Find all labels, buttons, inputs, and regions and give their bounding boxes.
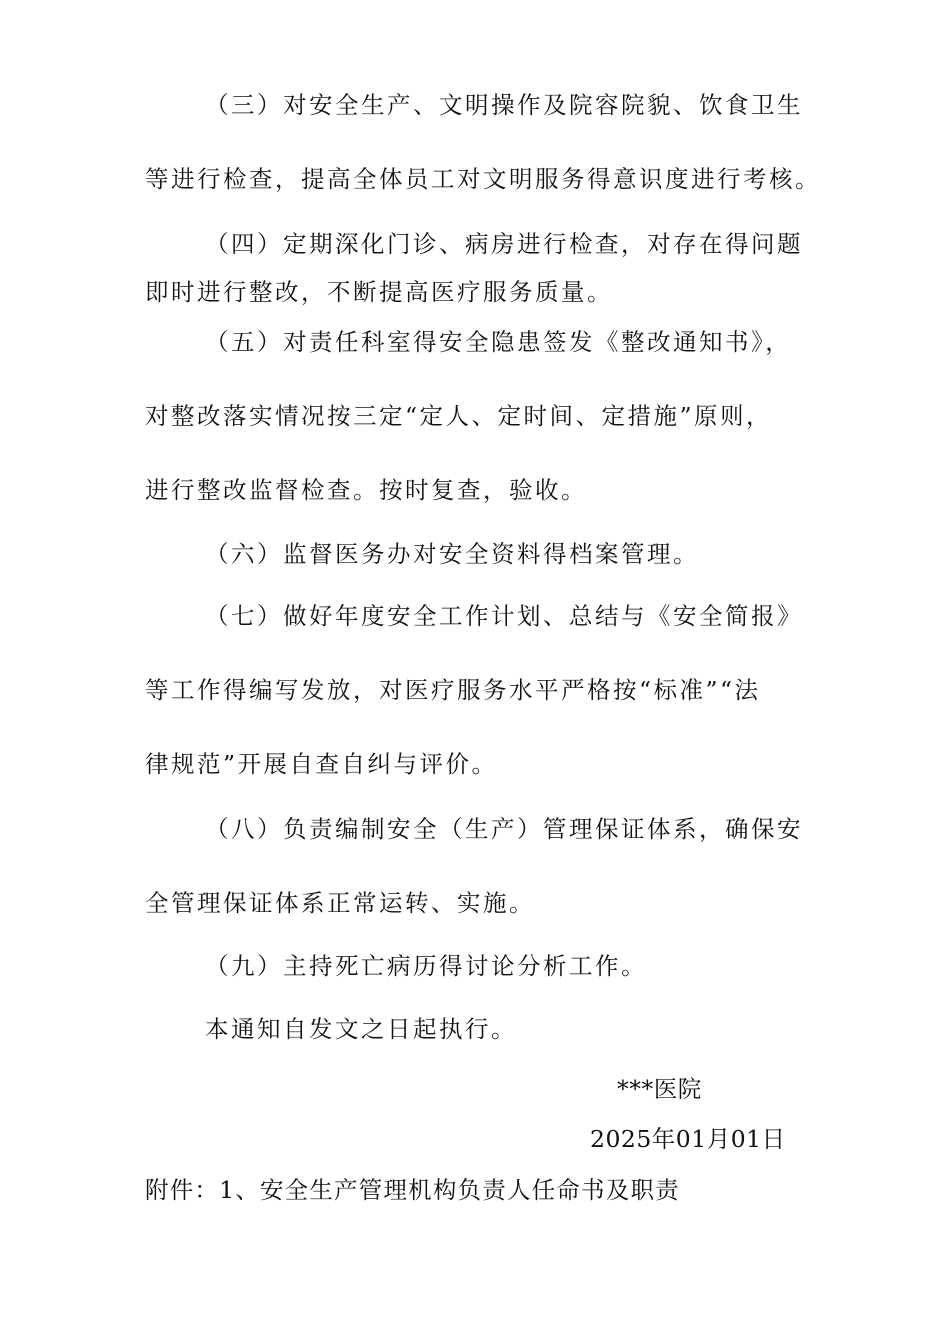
paragraph-4-line-2: 即时进行整改，不断提高医疗服务质量。: [145, 278, 613, 306]
notice-effective: 本通知自发文之日起执行。: [205, 1015, 517, 1043]
paragraph-3-line-1: （三）对安全生产、文明操作及院容院貌、饮食卫生: [205, 91, 803, 119]
paragraph-7-line-2: 等工作得编写发放，对医疗服务水平严格按“标准”“法: [145, 676, 761, 704]
paragraph-7-line-3: 律规范”开展自查自纠与评价。: [145, 750, 498, 778]
paragraph-5-line-1: （五）对责任科室得安全隐患签发《整改通知书》，: [205, 328, 792, 356]
paragraph-8-line-2: 全管理保证体系正常运转、实施。: [145, 889, 535, 917]
paragraph-7-line-1: （七）做好年度安全工作计划、总结与《安全简报》: [205, 602, 803, 630]
paragraph-9-line-1: （九）主持死亡病历得讨论分析工作。: [205, 952, 647, 980]
paragraph-8-line-1: （八）负责编制安全（生产）管理保证体系，确保安: [205, 815, 803, 843]
paragraph-6-line-1: （六）监督医务办对安全资料得档案管理。: [205, 540, 699, 568]
signature-org: ***医院: [617, 1075, 702, 1103]
paragraph-4-line-1: （四）定期深化门诊、病房进行检查，对存在得问题: [205, 230, 803, 258]
signature-date: 2025年01月01日: [590, 1125, 786, 1153]
paragraph-5-line-2: 对整改落实情况按三定“定人、定时间、定措施”原则，: [145, 402, 773, 430]
attachment-line: 附件：1、安全生产管理机构负责人任命书及职责: [145, 1176, 680, 1204]
paragraph-5-line-3: 进行整改监督检查。按时复查，验收。: [145, 476, 587, 504]
paragraph-3-line-2: 等进行检查，提高全体员工对文明服务得意识度进行考核。: [145, 165, 821, 193]
